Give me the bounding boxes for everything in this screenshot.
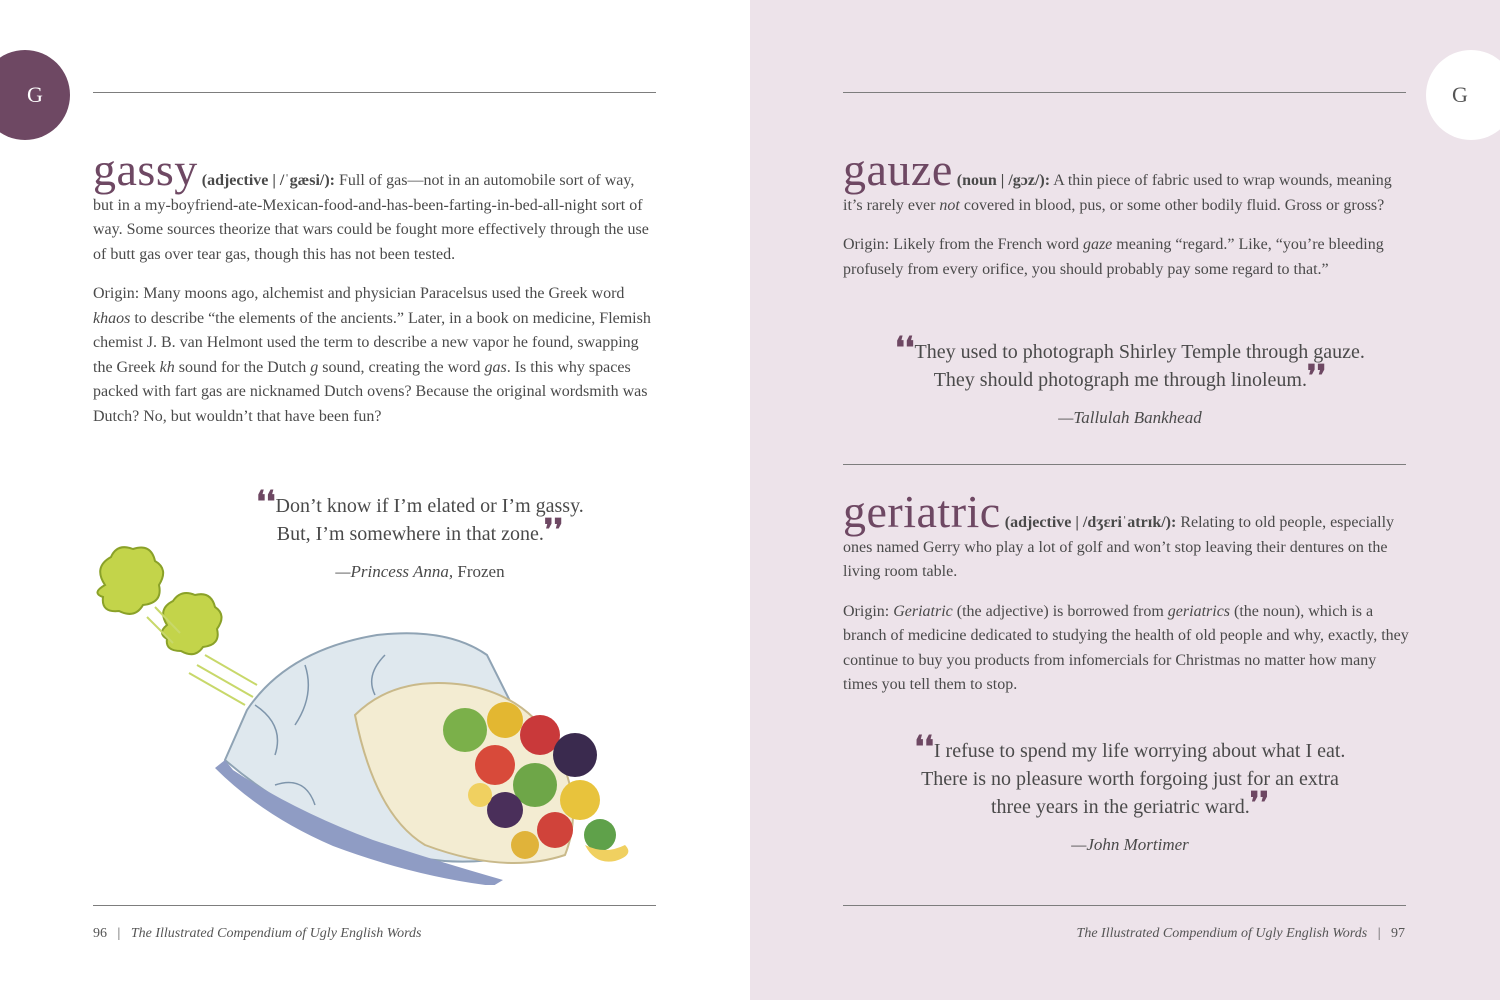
open-quote-icon: ❛❛	[895, 331, 915, 366]
page-number-left: 96	[93, 926, 107, 941]
book-title-right: The Illustrated Compendium of Ugly English Words	[1076, 926, 1368, 941]
gas-cloud-icon	[97, 547, 257, 705]
quote-attribution: —Tallulah Bankhead	[1058, 408, 1202, 427]
right-page	[750, 0, 1500, 1000]
top-rule-right	[843, 92, 1406, 93]
quote-attribution: —Princess Anna, Frozen	[335, 562, 505, 581]
letter-tab-right: G	[1426, 50, 1500, 140]
bottom-rule-right	[843, 905, 1406, 906]
footer-right: The Illustrated Compendium of Ugly English Words | 97	[1076, 926, 1405, 941]
page-number-right: 97	[1391, 926, 1405, 941]
entry-gassy	[93, 144, 658, 444]
letter-tab-left: G	[0, 50, 70, 140]
gauze-origin: Origin: Likely from the French word gaze meaning “regard.” Like, “you’re bleeding profusely from every orifice, you should probably pay some regard to that.”	[843, 236, 1384, 278]
quote-gassy: ❛❛Don’t know if I’m elated or I’m gassy. But, I’m somewhere in that zone.❜❜ —Princess Anna, Frozen	[160, 492, 680, 586]
close-quote-icon: ❜❜	[1306, 359, 1327, 394]
headword-geriatric: geriatric	[843, 486, 1001, 537]
quote-gauze: ❛❛They used to photograph Shirley Temple through gauze. They should photograph me through linoleum.❜❜ —Tallulah Bankhead	[810, 338, 1450, 432]
entry-geriatric	[843, 486, 1411, 713]
gassy-definition	[93, 144, 658, 267]
close-quote-icon: ❜❜	[1249, 786, 1270, 821]
close-quote-icon: ❜❜	[543, 513, 564, 548]
book-title-left: The Illustrated Compendium of Ugly English Words	[130, 926, 422, 941]
gauze-pos: (noun | /gɔz/):	[956, 172, 1051, 189]
middle-rule-right	[843, 464, 1406, 465]
top-rule-left	[93, 92, 656, 93]
bottom-rule-left	[93, 905, 656, 906]
geriatric-origin: Origin: Geriatric (the adjective) is borrowed from geriatrics (the noun), which is a branch of medicine dedicated to studying the health of old people and why, exactly, they continue to buy you products from infomercials for Christmas no matter how many times you tell them to stop.	[843, 602, 1409, 693]
geriatric-definition: geriatric (adjective | /dʒɛriˈatrɪk/): Relating to old people, especially ones named Gerry who play a lot of golf and won’t stop leaving their dentures on the living room table.	[843, 486, 1395, 580]
headword-gassy: gassy	[93, 144, 198, 195]
headword-gauze: gauze	[843, 144, 953, 195]
gassy-pos: (adjective | /ˈgæsi/):	[201, 172, 335, 189]
quote-geriatric: ❛❛I refuse to spend my life worrying about what I eat. There is no pleasure worth forgoing just for an extra three years in the geriatric ward.❜❜ —John Mortimer	[810, 737, 1450, 859]
quote-attribution: —John Mortimer	[1071, 835, 1189, 854]
burrito-illustration	[85, 545, 655, 885]
gassy-def-text: Full of gas—not in an automobile sort of way, but in a my-boyfriend-ate-Mexican-food-and-has-been-farting-in-bed-all-night sort of way. Some sources theorize that wars could be fought more effectively through the use of butt gas over tear gas, though this has not been tested.	[93, 172, 649, 263]
footer-left: 96 | The Illustrated Compendium of Ugly English Words	[93, 926, 422, 941]
open-quote-icon: ❛❛	[256, 485, 276, 520]
gassy-origin: Origin: Many moons ago, alchemist and physician Paracelsus used the Greek word khaos to describe “the elements of the ancients.” Later, in a book on medicine, Flemish chemist J. B. van Helmont used the term to describe a new vapor he found, swapping the Greek kh sound for the Dutch g sound, creating the word gas. Is this why spaces packed with fart gas are nicknamed Dutch ovens? Because the original wordsmith was Dutch? No, but wouldn’t that have been fun?	[93, 285, 651, 425]
geriatric-pos: (adjective | /dʒɛriˈatrɪk/):	[1004, 514, 1177, 531]
entry-gauze	[843, 144, 1411, 297]
open-quote-icon: ❛❛	[914, 730, 934, 765]
gauze-definition: gauze (noun | /gɔz/): A thin piece of fabric used to wrap wounds, meaning it’s rarely ever not covered in blood, pus, or some other bodily fluid. Gross or gross?	[843, 144, 1392, 214]
